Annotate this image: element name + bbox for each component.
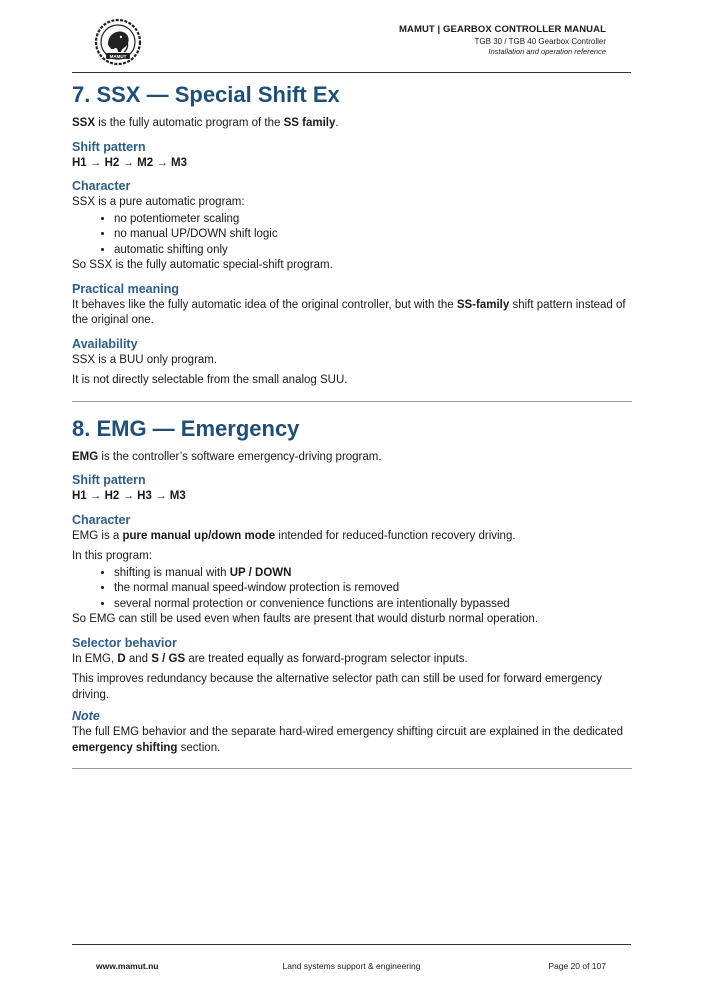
emg-note: The full EMG behavior and the separate hard-wired emergency shifting circuit are explained in the dedicated emergency shifting section. (72, 726, 624, 754)
ssx-character-list (72, 212, 632, 259)
emg-selector-1: In EMG, D and S / GS are treated equally as forward-program selector inputs. (72, 652, 468, 665)
footer-tagline: Land systems support & engineering (282, 961, 421, 971)
emg-character-list (72, 566, 632, 613)
header-text (399, 24, 606, 56)
list-item: • no manual UP/DOWN shift logic (114, 227, 632, 243)
manual-reference: Installation and operation reference (488, 47, 606, 56)
ssx-practical-heading: Practical meaning (72, 281, 179, 296)
ssx-availability-heading: Availability (72, 336, 138, 351)
manual-subtitle: TGB 30 / TGB 40 Gearbox Controller (474, 37, 606, 46)
list-item: • several normal protection or convenience functions are intentionally bypassed (114, 597, 632, 613)
ssx-character-outro: So SSX is the fully automatic special-shift program. (72, 259, 333, 271)
emg-character-2: In this program: (72, 550, 152, 562)
page-content (72, 82, 632, 783)
list-item: • no potentiometer scaling (114, 212, 632, 228)
section-heading-emg: 8. EMG — Emergency (72, 415, 300, 441)
ssx-availability-1: SSX is a BUU only program. (72, 353, 218, 366)
ssx-availability-2: It is not directly selectable from the small analog SUU. (72, 374, 348, 386)
ssx-character-intro: SSX is a pure automatic program: (72, 196, 245, 208)
page-footer (72, 944, 631, 975)
section-emg (72, 416, 632, 757)
emg-intro: EMG is the controller’s software emergency-driving program. (72, 450, 382, 463)
emg-character-heading: Character (72, 512, 131, 527)
manual-title: MAMUT | GEARBOX CONTROLLER MANUAL (398, 24, 606, 35)
page-header (72, 14, 631, 73)
emg-selector-2: This improves redundancy because the alternative selector path can still be used for forward emergency driving. (72, 673, 602, 701)
ssx-shift-pattern: H1 → H2 → M2 → M3 (72, 156, 188, 169)
list-item: • shifting is manual with UP / DOWN (114, 566, 632, 582)
emg-shift-pattern-heading: Shift pattern (72, 473, 146, 487)
emg-shift-pattern: H1 → H2 → H3 → M3 (72, 490, 186, 502)
section-ssx (72, 82, 632, 389)
footer-website-link[interactable]: www.mamut.nu (96, 961, 159, 971)
emg-note-heading: Note (72, 709, 100, 723)
ssx-practical: It behaves like the fully automatic idea of the original controller, but with the SS-family shift pattern instead of the original one. (72, 298, 626, 326)
mamut-logo-icon (94, 18, 142, 66)
list-item: • the normal manual speed-window protection is removed (114, 581, 632, 597)
ssx-character-heading: Character (72, 179, 131, 193)
emg-character-1: EMG is a pure manual up/down mode intended for reduced-function recovery driving. (72, 529, 516, 542)
ssx-shift-pattern-heading: Shift pattern (72, 139, 146, 154)
section-divider (72, 768, 632, 769)
emg-selector-heading: Selector behavior (72, 635, 177, 650)
emg-character-outro: So EMG can still be used even when faults are present that would disturb normal operation. (72, 613, 539, 625)
page-number: Page 20 of 107 (548, 961, 606, 971)
ssx-intro: SSX is the fully automatic program of the SS family. (72, 117, 339, 129)
logo-lettering: MAMUT (109, 54, 127, 59)
section-divider (72, 401, 632, 402)
list-item: • automatic shifting only (114, 243, 632, 259)
section-heading-ssx: 7. SSX — Special Shift Ex (72, 82, 340, 107)
